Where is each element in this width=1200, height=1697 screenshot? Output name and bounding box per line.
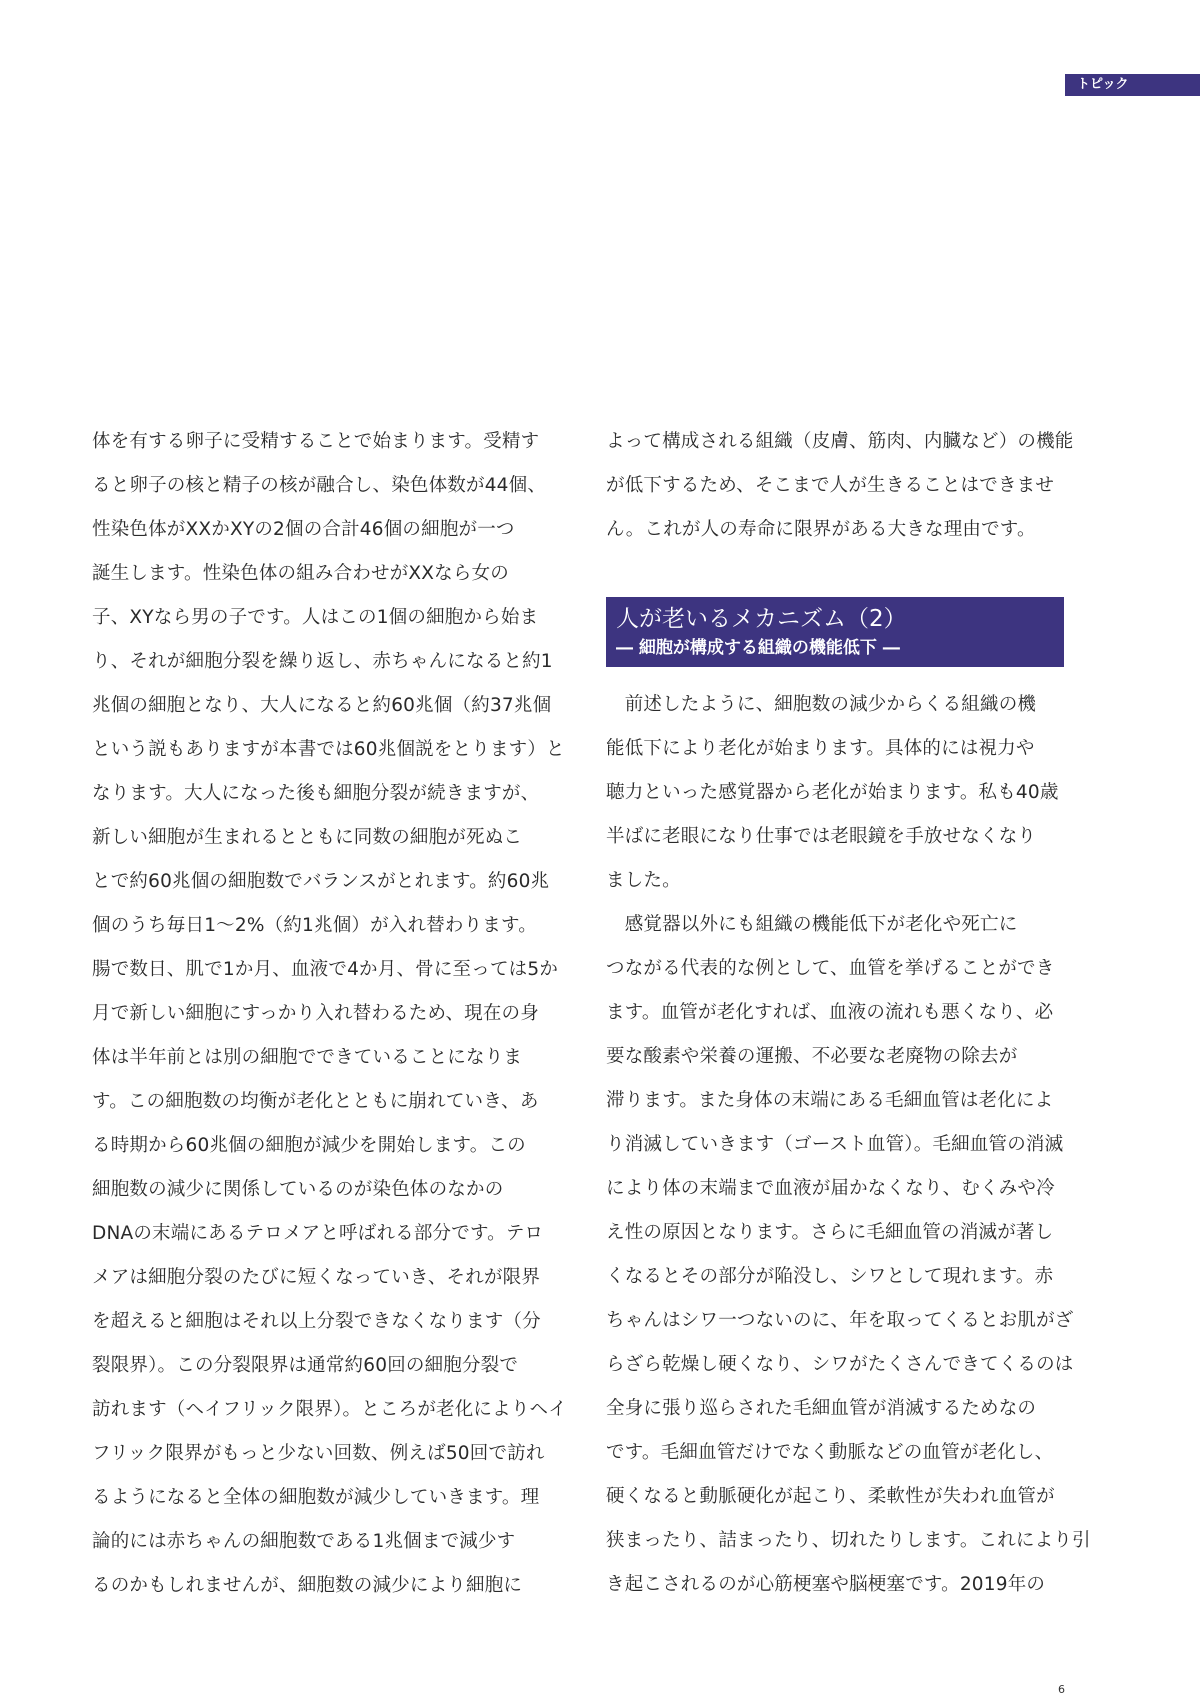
page-number: 6 <box>1058 1683 1065 1696</box>
left-column-text-line: 論的には赤ちゃんの細胞数である1兆個まで減少す <box>92 1531 516 1552</box>
left-column-text-line: ると卵子の核と精子の核が融合し、染色体数が44個、 <box>92 475 547 496</box>
right-column-body-line: 要な酸素や栄養の運搬、不必要な老廃物の除去が <box>606 1046 1018 1067</box>
right-column-body-line: らざら乾燥し硬くなり、シワがたくさんできてくるのは <box>606 1354 1074 1375</box>
right-column-intro-line: が低下するため、そこまで人が生きることはできませ <box>606 475 1055 496</box>
right-column-body-line: ちゃんはシワ一つないのに、年を取ってくるとお肌がざ <box>606 1310 1074 1331</box>
left-column-text-line: 性染色体がXXかXYの2個の合計46個の細胞が一つ <box>92 519 515 540</box>
right-column-body-line: き起こされるのが心筋梗塞や脳梗塞です。2019年の <box>606 1574 1046 1595</box>
left-column-text-line: る時期から60兆個の細胞が減少を開始します。この <box>92 1135 526 1156</box>
left-column-text-line: 訪れます（ヘイフリック限界）。ところが老化によりヘイ <box>92 1399 567 1420</box>
section-heading <box>606 597 1064 667</box>
right-column-body-line: 狭まったり、詰まったり、切れたりします。これにより引 <box>606 1530 1091 1551</box>
section-tab <box>1065 74 1200 96</box>
right-column-body-line: くなるとその部分が陥没し、シワとして現れます。赤 <box>606 1266 1054 1287</box>
right-column-body-line: 聴力といった感覚器から老化が始まります。私も40歳 <box>606 782 1059 803</box>
left-column-text-line: るのかもしれませんが、細胞数の減少により細胞に <box>92 1575 523 1596</box>
right-column-intro-text <box>606 420 1074 552</box>
left-column-text-line: 腸で数日、肌で1か月、血液で4か月、骨に至っては5か <box>92 959 559 980</box>
left-column-text-line: 体を有する卵子に受精することで始まります。受精す <box>92 431 540 452</box>
left-column-text-line: 個のうち毎日1～2%（約1兆個）が入れ替わります。 <box>92 915 537 936</box>
left-column-text-line: DNAの末端にあるテロメアと呼ばれる部分です。テロ <box>92 1223 544 1244</box>
left-column-text-line: す。この細胞数の均衡が老化とともに崩れていき、あ <box>92 1091 539 1112</box>
left-column-text-line: フリック限界がもっと少ない回数、例えば50回で訪れ <box>92 1443 545 1464</box>
left-column-text-line: 細胞数の減少に関係しているのが染色体のなかの <box>92 1179 504 1200</box>
right-column-body-line: 硬くなると動脈硬化が起こり、柔軟性が失われ血管が <box>606 1486 1055 1507</box>
right-column-body-text <box>606 683 1091 1607</box>
right-column-body-line: ました。 <box>606 870 681 891</box>
left-column-text-line: を超えると細胞はそれ以上分裂できなくなります（分 <box>92 1311 541 1332</box>
right-column-body-line: ます。血管が老化すれば、血液の流れも悪くなり、必 <box>606 1002 1054 1023</box>
section-heading-title: 人が老いるメカニズム（2） <box>616 606 907 632</box>
right-column-body-line: 全身に張り巡らされた毛細血管が消滅するためなの <box>606 1398 1037 1419</box>
left-column-text-line: 誕生します。性染色体の組み合わせがXXなら女の <box>92 563 509 584</box>
right-column-body-line: により体の末端まで血液が届かなくなり、むくみや冷 <box>606 1178 1055 1199</box>
section-heading-subtitle: ― 細胞が構成する組織の機能低下 ― <box>616 638 900 658</box>
left-column-text-line: 体は半年前とは別の細胞でできていることになりま <box>92 1047 523 1068</box>
right-column-body-line: 前述したように、細胞数の減少からくる組織の機 <box>606 694 1037 715</box>
left-column-text-line: 兆個の細胞となり、大人になると約60兆個（約37兆個 <box>92 695 552 716</box>
left-column-text-line: なります。大人になった後も細胞分裂が続きますが、 <box>92 783 540 804</box>
right-column-intro-line: よって構成される組織（皮膚、筋肉、内臓など）の機能 <box>606 431 1074 452</box>
left-column-text-line: 裂限界）。この分裂限界は通常約60回の細胞分裂で <box>92 1355 519 1376</box>
left-column-text-line: 子、XYなら男の子です。人はこの1個の細胞から始ま <box>92 607 539 628</box>
right-column-body-line: え性の原因となります。さらに毛細血管の消滅が著し <box>606 1222 1054 1243</box>
right-column-body-line: 能低下により老化が始まります。具体的には視力や <box>606 738 1035 759</box>
right-column-body-line: り消滅していきます（ゴースト血管）。毛細血管の消滅 <box>606 1134 1064 1155</box>
left-column-text-line: メアは細胞分裂のたびに短くなっていき、それが限界 <box>92 1267 541 1288</box>
left-column-text-line: とで約60兆個の細胞数でバランスがとれます。約60兆 <box>92 871 550 892</box>
left-column-text-line: るようになると全体の細胞数が減少していきます。理 <box>92 1487 540 1508</box>
right-column-body-line: です。毛細血管だけでなく動脈などの血管が老化し、 <box>606 1442 1054 1463</box>
left-column-text-line: り、それが細胞分裂を繰り返し、赤ちゃんになると約1 <box>92 651 553 672</box>
left-column-text-line: 新しい細胞が生まれるとともに同数の細胞が死ぬこ <box>92 827 523 848</box>
right-column-body-line: 半ばに老眼になり仕事では老眼鏡を手放せなくなり <box>606 826 1037 847</box>
left-column-text <box>92 420 567 1608</box>
right-column-body-line: 感覚器以外にも組織の機能低下が老化や死亡に <box>606 914 1018 935</box>
right-column-body-line: 滞ります。また身体の末端にある毛細血管は老化によ <box>606 1090 1054 1111</box>
section-tab-label: トピック <box>1077 77 1129 92</box>
left-column-text-line: 月で新しい細胞にすっかり入れ替わるため、現在の身 <box>92 1003 539 1024</box>
right-column-body-line: つながる代表的な例として、血管を挙げることができ <box>606 958 1055 979</box>
right-column-intro-line: ん。これが人の寿命に限界がある大きな理由です。 <box>606 519 1036 540</box>
left-column-text-line: という説もありますが本書では60兆個説をとります）と <box>92 739 565 760</box>
